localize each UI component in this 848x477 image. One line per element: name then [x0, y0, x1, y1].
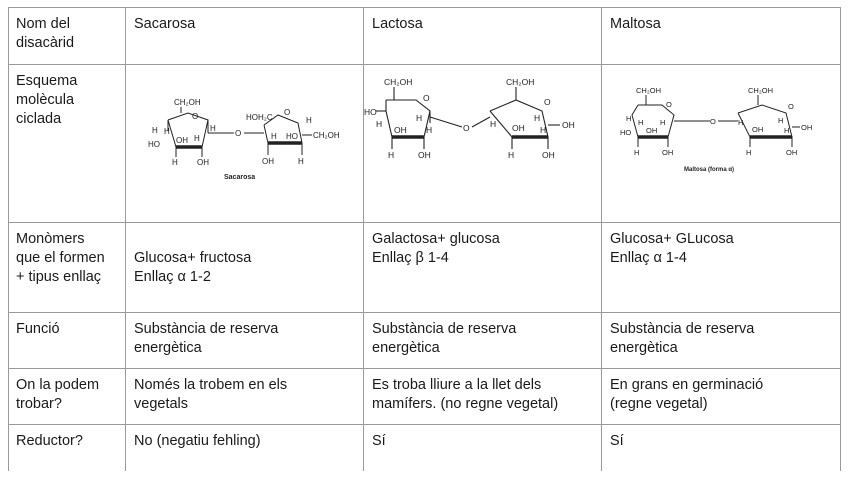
lac-ch2oh-label: CH₂OH	[384, 77, 413, 87]
cell-text: Galactosa+ glucosa Enllaç β 1-4	[372, 231, 500, 266]
sac-bridge-o-label: O	[235, 129, 242, 138]
cell-lactosa-monomers	[364, 223, 602, 313]
header-cell-lactosa	[364, 8, 602, 65]
header-row	[9, 8, 841, 65]
cell-text: Substància de reserva energètica	[372, 321, 517, 356]
maltosa-structure-image	[602, 65, 840, 222]
lac-ho-label: HO	[364, 107, 377, 117]
header-label: Sacarosa	[134, 16, 196, 32]
maltosa-caption: Maltosa (forma α)	[684, 167, 735, 173]
cell-text: Només la trobem en els vegetals	[134, 377, 288, 412]
row-header-label: Esquema molècula ciclada	[16, 73, 78, 127]
sac-ho-label: HO	[286, 132, 298, 141]
lac-h-label: H	[490, 119, 497, 129]
mal-ch2oh-label: CH₂OH	[748, 86, 773, 95]
disaccharide-table	[8, 7, 841, 471]
sac-h-label: H	[194, 134, 200, 143]
sacarosa-structure-image	[126, 65, 363, 222]
cell-sacarosa-monomers	[126, 223, 364, 313]
header-label: Nom del disacàrid	[16, 16, 75, 51]
cell-text: Glucosa+ GLucosa Enllaç α 1-4	[610, 231, 734, 266]
cell-lactosa-function	[364, 313, 602, 369]
lac-h-label: H	[508, 150, 515, 160]
cell-maltosa-function	[602, 313, 841, 369]
row-header-reducer	[9, 425, 126, 471]
sac-oh-label: OH	[197, 158, 209, 167]
row-location	[9, 369, 841, 425]
lac-h-label: H	[388, 150, 395, 160]
row-header-function	[9, 313, 126, 369]
row-header-label: Reductor?	[16, 433, 83, 449]
lac-h-label: H	[426, 125, 433, 135]
row-schema	[9, 65, 841, 223]
cell-maltosa-reducer	[602, 425, 841, 471]
mal-oh-label: OH	[786, 148, 798, 157]
mal-oh-label: OH	[646, 126, 658, 135]
mal-ho-label: HO	[620, 128, 632, 137]
mal-ch2oh-label: CH₂OH	[636, 86, 661, 95]
mal-h-label: H	[738, 118, 744, 127]
cell-maltosa-location	[602, 369, 841, 425]
row-header-label: Monòmers que el formen + tipus enllaç	[16, 231, 105, 285]
cell-text: Substància de reserva energètica	[134, 321, 279, 356]
mal-oh-label: OH	[662, 148, 674, 157]
mal-h-label: H	[778, 116, 784, 125]
sac-h-label: H	[210, 124, 216, 133]
cell-sacarosa-location	[126, 369, 364, 425]
cell-text: Es troba lliure a la llet dels mamífers. (no regne vegetal)	[372, 377, 559, 412]
sac-oh-label: OH	[262, 157, 274, 166]
header-cell-name	[9, 8, 126, 65]
lac-oh-label: OH	[512, 123, 525, 133]
cell-text: Sí	[610, 433, 624, 449]
cell-text: En grans en germinació (regne vegetal)	[610, 377, 764, 412]
lac-o-label: O	[423, 93, 430, 103]
lac-oh-label: OH	[394, 125, 407, 135]
mal-h-label: H	[638, 118, 644, 127]
cell-lactosa-diagram	[364, 65, 602, 223]
lactosa-structure-image	[364, 65, 601, 222]
sac-h-label: H	[306, 116, 312, 125]
mal-h-label: H	[634, 148, 640, 157]
mal-h-label: H	[746, 148, 752, 157]
row-function	[9, 313, 841, 369]
row-header-label: Funció	[16, 321, 60, 337]
sac-o-label: O	[284, 108, 291, 117]
mal-oh-label: OH	[801, 123, 813, 132]
cell-lactosa-location	[364, 369, 602, 425]
cell-text: Glucosa+ fructosa Enllaç α 1-2	[134, 250, 252, 285]
mal-oh-label: OH	[752, 125, 764, 134]
mal-h-label: H	[784, 126, 790, 135]
lac-bridge-o-label: O	[463, 123, 470, 133]
sacarosa-caption: Sacarosa	[224, 174, 256, 181]
sac-o-label: O	[192, 112, 199, 121]
header-cell-maltosa	[602, 8, 841, 65]
header-cell-sacarosa	[126, 8, 364, 65]
sac-h-label: H	[152, 126, 158, 135]
lac-h-label: H	[376, 119, 383, 129]
lac-h-label: H	[540, 125, 547, 135]
row-reducer	[9, 425, 841, 471]
mal-o-label: O	[788, 102, 794, 111]
sac-hoh2c-label: HOH₂C	[246, 113, 273, 122]
cell-sacarosa-diagram	[126, 65, 364, 223]
row-header-monomers	[9, 223, 126, 313]
mal-h-label: H	[626, 114, 632, 123]
mal-bridge-o-label: O	[710, 117, 716, 126]
lac-oh-label: OH	[418, 150, 431, 160]
cell-text: Substància de reserva energètica	[610, 321, 755, 356]
cell-sacarosa-reducer	[126, 425, 364, 471]
sac-h-label: H	[164, 127, 170, 136]
sac-h-label: H	[271, 132, 277, 141]
sac-h-label: H	[172, 158, 178, 167]
sac-oh-label: OH	[176, 136, 188, 145]
cell-text: No (negatiu fehling)	[134, 433, 261, 449]
lac-oh-label: OH	[542, 150, 555, 160]
sac-h-label: H	[298, 157, 304, 166]
lac-ch2oh-label: CH₂OH	[506, 77, 535, 87]
row-monomers	[9, 223, 841, 313]
cell-text: Sí	[372, 433, 386, 449]
mal-h-label: H	[660, 118, 666, 127]
cell-sacarosa-function	[126, 313, 364, 369]
lac-h-label: H	[416, 113, 423, 123]
sac-ch2oh-label: CH₂OH	[313, 131, 340, 140]
mal-o-label: O	[666, 100, 672, 109]
cell-lactosa-reducer	[364, 425, 602, 471]
header-label: Lactosa	[372, 16, 423, 32]
sac-ch2oh-label: CH₂OH	[174, 98, 201, 107]
cell-maltosa-diagram	[602, 65, 841, 223]
row-header-schema	[9, 65, 126, 223]
lac-h-label: H	[534, 113, 541, 123]
row-header-label: On la podem trobar?	[16, 377, 100, 412]
lac-oh-label: OH	[562, 120, 575, 130]
row-header-location	[9, 369, 126, 425]
sac-ho-label: HO	[148, 140, 160, 149]
lac-o-label: O	[544, 97, 551, 107]
cell-maltosa-monomers	[602, 223, 841, 313]
header-label: Maltosa	[610, 16, 661, 32]
